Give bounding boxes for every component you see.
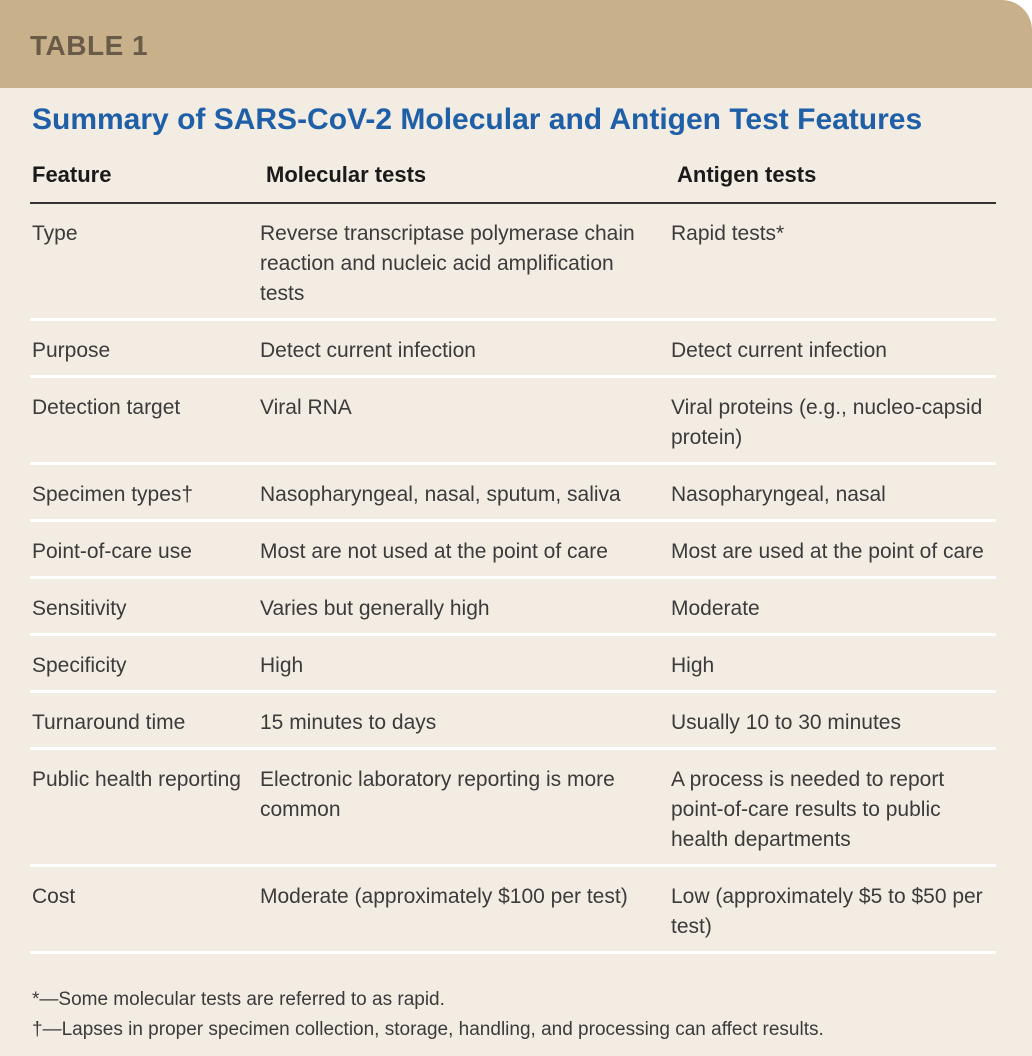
header-antigen: Antigen tests bbox=[669, 148, 996, 203]
feature-cell: Cost bbox=[30, 866, 258, 953]
table-label: TABLE 1 bbox=[30, 30, 149, 61]
antigen-cell: Viral proteins (e.g., nucleo-capsid protein) bbox=[669, 377, 996, 464]
molecular-cell: Varies but generally high bbox=[258, 578, 669, 635]
antigen-cell: Detect current infection bbox=[669, 320, 996, 377]
footnote-dagger: †—Lapses in proper specimen collection, storage, handling, and processing can affect results. bbox=[32, 1019, 824, 1040]
header-feature: Feature bbox=[30, 148, 258, 203]
molecular-cell: 15 minutes to days bbox=[258, 692, 669, 749]
antigen-cell: Rapid tests* bbox=[669, 203, 996, 320]
footnote-asterisk: *—Some molecular tests are referred to as rapid. bbox=[32, 989, 445, 1010]
features-table bbox=[30, 148, 996, 954]
table-row bbox=[30, 692, 996, 749]
molecular-cell: Most are not used at the point of care bbox=[258, 521, 669, 578]
antigen-cell: Nasopharyngeal, nasal bbox=[669, 464, 996, 521]
footnotes bbox=[32, 985, 824, 1045]
antigen-cell: Usually 10 to 30 minutes bbox=[669, 692, 996, 749]
molecular-cell: High bbox=[258, 635, 669, 692]
table-row bbox=[30, 521, 996, 578]
feature-cell: Type bbox=[30, 203, 258, 320]
table-label-banner bbox=[0, 0, 1032, 88]
feature-cell: Point-of-care use bbox=[30, 521, 258, 578]
table-row bbox=[30, 464, 996, 521]
feature-cell: Public health reporting bbox=[30, 749, 258, 866]
antigen-cell: A process is needed to report point-of-care results to public health departments bbox=[669, 749, 996, 866]
table-row bbox=[30, 203, 996, 320]
table-row bbox=[30, 320, 996, 377]
table-row bbox=[30, 866, 996, 953]
table-title: Summary of SARS-CoV-2 Molecular and Antigen Test Features bbox=[32, 103, 923, 136]
table-row bbox=[30, 377, 996, 464]
antigen-cell: High bbox=[669, 635, 996, 692]
molecular-cell: Reverse transcriptase polymerase chain reaction and nucleic acid amplification tests bbox=[258, 203, 669, 320]
molecular-cell: Nasopharyngeal, nasal, sputum, saliva bbox=[258, 464, 669, 521]
table-row bbox=[30, 635, 996, 692]
molecular-cell: Electronic laboratory reporting is more common bbox=[258, 749, 669, 866]
antigen-cell: Low (approximately $5 to $50 per test) bbox=[669, 866, 996, 953]
molecular-cell: Detect current infection bbox=[258, 320, 669, 377]
feature-cell: Specificity bbox=[30, 635, 258, 692]
feature-cell: Sensitivity bbox=[30, 578, 258, 635]
molecular-cell: Moderate (approximately $100 per test) bbox=[258, 866, 669, 953]
antigen-cell: Moderate bbox=[669, 578, 996, 635]
feature-cell: Specimen types† bbox=[30, 464, 258, 521]
antigen-cell: Most are used at the point of care bbox=[669, 521, 996, 578]
header-row bbox=[30, 148, 996, 203]
header-molecular: Molecular tests bbox=[258, 148, 669, 203]
table-row bbox=[30, 578, 996, 635]
feature-cell: Turnaround time bbox=[30, 692, 258, 749]
feature-cell: Detection target bbox=[30, 377, 258, 464]
table-row bbox=[30, 749, 996, 866]
feature-cell: Purpose bbox=[30, 320, 258, 377]
molecular-cell: Viral RNA bbox=[258, 377, 669, 464]
